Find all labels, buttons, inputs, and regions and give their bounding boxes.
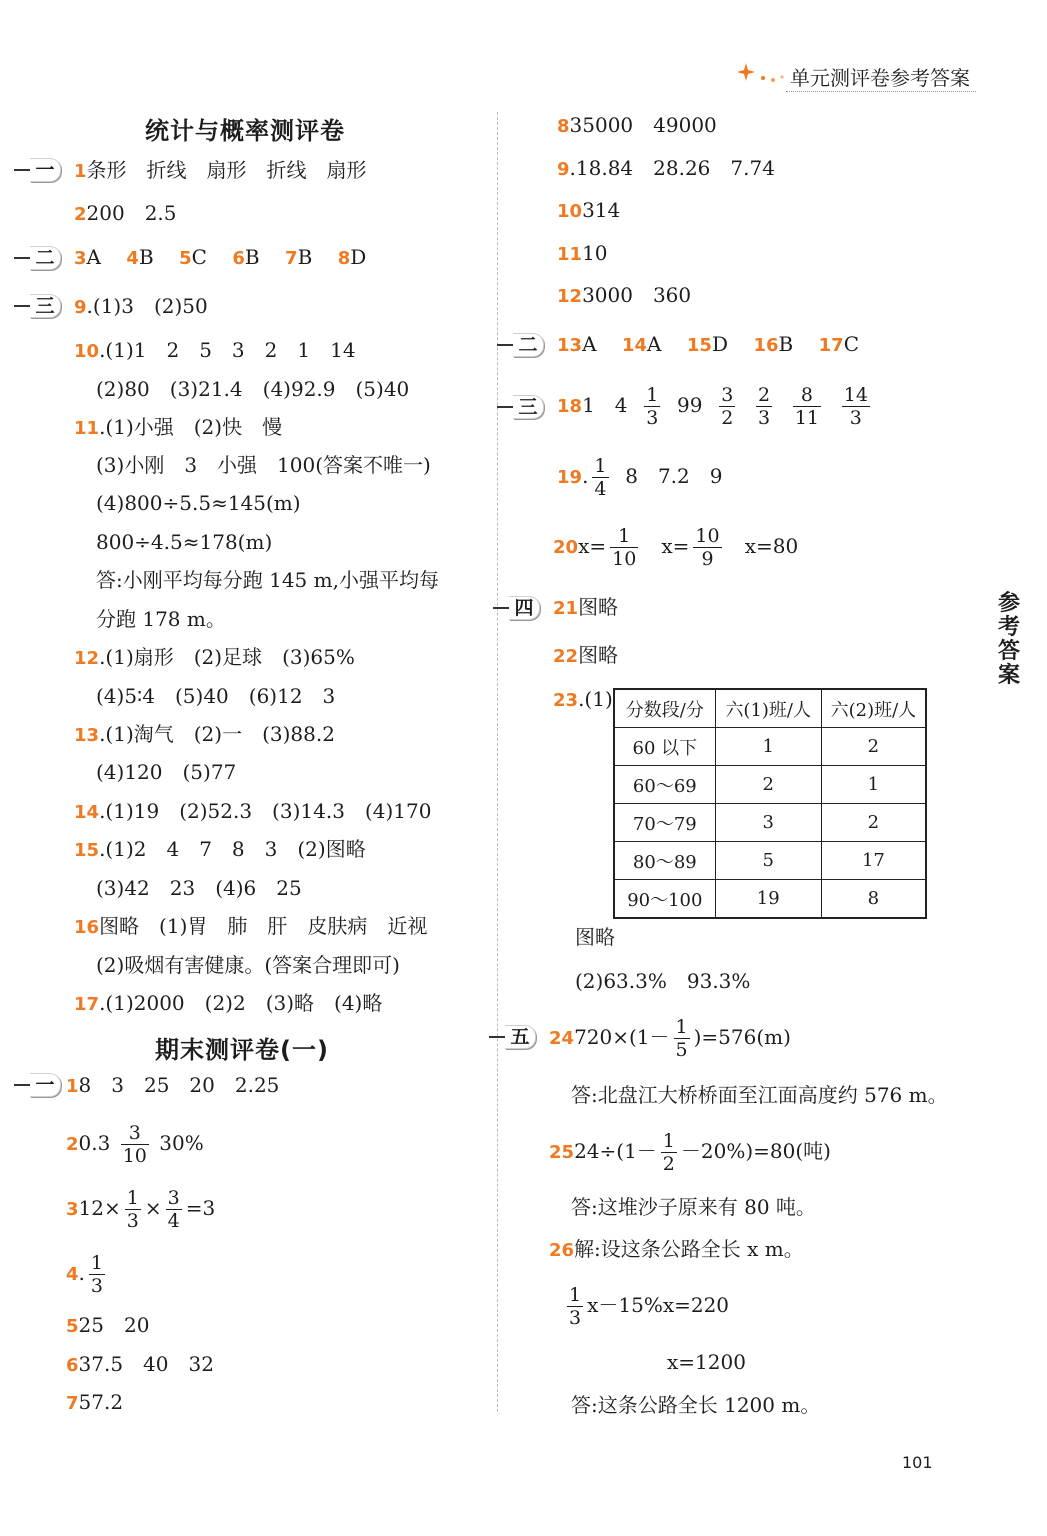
answer-line: 16图略 (1)胃 肺 肝 皮肤病 近视 (74, 914, 428, 938)
header-underline (786, 91, 976, 92)
answer-line: 312× $\frac{1}{3}$ × $\frac{3}{4}$ =3 (66, 1187, 216, 1232)
section-marker: 三 (513, 395, 544, 419)
answer-line: 13A 14A 15D 16B 17C (557, 332, 860, 356)
table-cell: 2 (821, 804, 926, 842)
header-title: 单元测评卷参考答案 (790, 66, 970, 90)
table-row (614, 842, 926, 880)
answer-line: 答:小刚平均每分跑 145 m,小强平均每 (96, 568, 439, 592)
table-cell: 1 (715, 728, 821, 766)
answer-line: x=1200 (667, 1350, 746, 1374)
fraction: $\frac{3}{4}$ (167, 1187, 180, 1232)
answer-line: 525 20 (66, 1313, 150, 1337)
section-marker: 一 (30, 1073, 61, 1097)
answer-line: 800÷4.5≈178(m) (96, 530, 273, 554)
section-title-statistics: 统计与概率测评卷 (145, 117, 345, 145)
answer-line: 答:北盘江大桥桥面至江面高度约 576 m。 (571, 1083, 948, 1107)
table-header: 分数段/分 (614, 689, 715, 728)
answer-line: 分跑 178 m。 (96, 607, 226, 631)
answer-line: 答:这条公路全长 1200 m。 (571, 1393, 821, 1417)
answer-line: 17.(1)2000 (2)2 (3)略 (4)略 (74, 991, 383, 1015)
answer-line: 11.(1)小强 (2)快 慢 (74, 415, 283, 439)
score-table (613, 688, 927, 919)
section-marker: 一 (30, 158, 61, 182)
answer-line: 9.18.84 28.26 7.74 (557, 156, 775, 180)
table-cell: 19 (715, 880, 821, 919)
page-number: 101 (902, 1453, 933, 1472)
answer-line: 19. $\frac{1}{4}$ 8 7.2 9 (557, 455, 723, 500)
fraction: $\frac{3}{10}$ (122, 1122, 147, 1167)
answer-line: 23.(1) (553, 687, 613, 711)
answer-line: 13.(1)淘气 (2)一 (3)88.2 (74, 722, 335, 746)
answer-line: 1条形 折线 扇形 折线 扇形 (74, 158, 367, 182)
fraction: $\frac{8}{11}$ (794, 384, 820, 429)
section-title-final-exam: 期末测评卷(一) (155, 1036, 329, 1064)
answer-line: 答:这堆沙子原来有 80 吨。 (571, 1195, 816, 1219)
fraction: $\frac{1}{2}$ (662, 1130, 675, 1175)
answer-line: 21图略 (553, 595, 619, 619)
table-cell: 1 (821, 766, 926, 804)
answer-line: 123000 360 (557, 283, 692, 307)
answer-line: 637.5 40 32 (66, 1352, 214, 1376)
answer-line: $\frac{1}{3}$ x－15%x=220 (569, 1284, 730, 1329)
answer-line: (4)800÷5.5≈145(m) (96, 491, 301, 515)
section-marker: 五 (505, 1025, 536, 1049)
table-row (614, 728, 926, 766)
answer-line: (4)120 (5)77 (96, 760, 237, 784)
answer-line: 9.(1)3 (2)50 (74, 294, 208, 318)
section-marker: 二 (30, 246, 61, 270)
answer-line: (4)5∶4 (5)40 (6)12 3 (96, 684, 336, 708)
table-header: 六(1)班/人 (715, 689, 821, 728)
table-header-row (614, 689, 926, 728)
table-row (614, 766, 926, 804)
table-cell: 70～79 (614, 804, 715, 842)
answer-line: 22图略 (553, 643, 619, 667)
answer-line: 18 3 25 20 2.25 (66, 1073, 280, 1097)
section-marker: 四 (509, 596, 540, 620)
table-cell: 8 (821, 880, 926, 919)
table-cell: 90～100 (614, 880, 715, 919)
table-cell: 60～69 (614, 766, 715, 804)
answer-line: 15.(1)2 4 7 8 3 (2)图略 (74, 837, 366, 861)
answer-line: 2524÷(1－ $\frac{1}{2}$ －20%)=80(吨) (549, 1130, 831, 1175)
table-row (614, 804, 926, 842)
answer-line: 20x= $\frac{1}{10}$ x= $\frac{10}{9}$ x=80 (553, 525, 799, 570)
answer-line: (2)80 (3)21.4 (4)92.9 (5)40 (96, 377, 410, 401)
answer-line: 20.3 $\frac{3}{10}$ 30% (66, 1122, 204, 1167)
table-cell: 60 以下 (614, 728, 715, 766)
table-row (614, 880, 926, 919)
side-label: 参考答案 (998, 591, 1021, 688)
table-cell: 2 (715, 766, 821, 804)
section-marker: 二 (513, 333, 544, 357)
answer-line: 1110 (557, 241, 608, 265)
table-cell: 2 (821, 728, 926, 766)
answer-line: (2)63.3% 93.3% (575, 969, 751, 993)
table-cell: 17 (821, 842, 926, 880)
section-marker: 三 (30, 294, 61, 318)
answer-line: 12.(1)扇形 (2)足球 (3)65% (74, 645, 355, 669)
table-cell: 80～89 (614, 842, 715, 880)
answer-line: 26解:设这条公路全长 x m。 (549, 1237, 804, 1261)
answer-line: 10.(1)1 2 5 3 2 1 14 (74, 338, 356, 362)
answer-line: 835000 49000 (557, 113, 717, 137)
table-header: 六(2)班/人 (821, 689, 926, 728)
answer-line: 24720×(1－ $\frac{1}{5}$ )=576(m) (549, 1016, 791, 1061)
answer-line: 图略 (575, 925, 615, 949)
fraction: $\frac{1}{10}$ (612, 525, 637, 570)
answer-line: 181 4 $\frac{1}{3}$ 99 $\frac{3}{2}$ $\frac{2}{3}$ $\frac{8}{11}$ $\frac{14}{3}$ (557, 384, 868, 429)
fraction: $\frac{10}{9}$ (695, 525, 720, 570)
answer-line: 3A 4B 5C 6B 7B 8D (74, 245, 367, 269)
answer-line: 10314 (557, 198, 621, 222)
column-divider (497, 112, 498, 1412)
table-cell: 5 (715, 842, 821, 880)
table-cell: 3 (715, 804, 821, 842)
answer-line: 2200 2.5 (74, 201, 177, 225)
fraction: $\frac{1}{4}$ (594, 455, 607, 500)
fraction: $\frac{1}{5}$ (675, 1016, 688, 1061)
fraction: $\frac{2}{3}$ (758, 384, 771, 429)
answer-line: (3)42 23 (4)6 25 (96, 876, 302, 900)
fraction: $\frac{1}{3}$ (90, 1252, 103, 1297)
fraction: $\frac{1}{3}$ (569, 1284, 582, 1329)
fraction: $\frac{1}{3}$ (126, 1187, 139, 1232)
header-sparkle-icon (736, 60, 786, 86)
answer-line: (2)吸烟有害健康。(答案合理即可) (96, 953, 400, 977)
answer-line: (3)小刚 3 小强 100(答案不唯一) (96, 453, 431, 477)
fraction: $\frac{1}{3}$ (646, 384, 659, 429)
answer-line: 757.2 (66, 1390, 124, 1414)
fraction: $\frac{3}{2}$ (721, 384, 734, 429)
fraction: $\frac{14}{3}$ (843, 384, 868, 429)
answer-line: 14.(1)19 (2)52.3 (3)14.3 (4)170 (74, 799, 432, 823)
answer-line: 4. $\frac{1}{3}$ (66, 1252, 103, 1297)
